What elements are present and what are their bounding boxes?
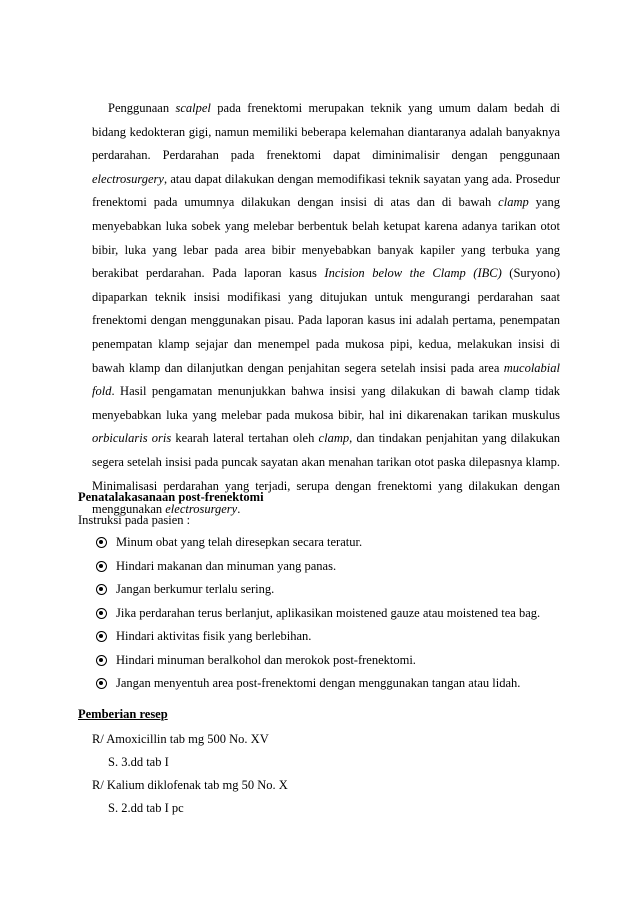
list-item-text: Minum obat yang telah diresepkan secara teratur.	[116, 535, 363, 549]
paragraph-segment: . Hasil pengamatan menunjukkan bahwa insisi yang dilakukan di bawah clamp tidak menyebabkan luka yang melebar pada mukosa bibir, hal ini dikarenakan tarikan muskulus	[92, 384, 560, 422]
list-item-text: Jangan menyentuh area post-frenektomi dengan menggunakan tangan atau lidah.	[116, 676, 521, 690]
paragraph-segment: kearah lateral tertahan oleh	[171, 431, 319, 446]
list-item	[96, 649, 596, 673]
body-paragraph	[92, 97, 560, 522]
section-heading-pemberian-resep: Pemberian resep	[78, 707, 168, 721]
circle-bullet-icon	[96, 561, 107, 572]
list-item	[96, 555, 596, 579]
circle-bullet-icon	[96, 584, 107, 595]
paragraph-segment-italic: electrosurgery	[165, 502, 238, 517]
prescription-signa-1: S. 3.dd tab I	[108, 755, 169, 769]
prescription-signa-2: S. 2.dd tab I pc	[108, 801, 184, 815]
list-item	[96, 602, 596, 626]
list-item	[96, 531, 596, 555]
paragraph-segment: pada frenektomi merupakan teknik yang umum dalam bedah di bidang kedokteran gigi, namun memiliki beberapa kelemahan diantaranya adalah banyaknya perdarahan. Perdarahan pada frenektomi dapat diminimalisir dengan penggunaan	[92, 101, 560, 163]
list-item	[96, 625, 596, 649]
list-item	[96, 578, 596, 602]
section-heading-post-frenektomi: Penatalakasanaan post-frenektomi	[78, 490, 264, 504]
paragraph-segment: (Suryono) dipaparkan teknik insisi modifikasi yang ditujukan untuk mengurangi perdarahan saat frenektomi dengan menggunakan pisau. Pada laporan kasus ini adalah pertama, penempatan penempatan klamp sejajar dan menempel pada mukosa pipi, kedua, melakukan insisi di bawah klamp dan dilanjutkan dengan penjahitan segera setelah insisi pada area	[92, 266, 560, 375]
paragraph-segment: yang menyebabkan luka sobek yang melebar berbentuk belah ketupat karena adanya tarikan otot bibir, luka yang lebar pada area bibir menyebabkan banyak kapiler yang terbuka yang berakibat perdarahan. Pada laporan kasus	[92, 195, 560, 281]
paragraph-segment: , dan tindakan penjahitan yang dilakukan segera setelah insisi pada puncak sayatan akan menahan tarikan otot paska dilepasnya klamp. Minimalisasi perdarahan yang terjadi, serupa dengan frenektomi yang dilakukan dengan menggunakan	[92, 431, 560, 517]
paragraph-segment-italic: mucolabial fold	[92, 360, 560, 399]
instruction-intro: Instruksi pada pasien :	[78, 513, 191, 527]
paragraph-segment: .	[237, 502, 241, 517]
list-item-text: Jangan berkumur terlalu sering.	[116, 582, 275, 596]
list-item	[96, 672, 596, 696]
prescription-line-2: R/ Kalium diklofenak tab mg 50 No. X	[92, 778, 288, 792]
paragraph-segment-italic: clamp	[318, 431, 350, 446]
paragraph-segment-italic: clamp	[498, 195, 529, 210]
circle-bullet-icon	[96, 655, 107, 666]
paragraph-segment-italic: orbicularis oris	[92, 431, 172, 446]
paragraph-segment-italic: electrosurgery	[92, 171, 164, 186]
list-item-text: Hindari minuman beralkohol dan merokok post-frenektomi.	[116, 652, 416, 667]
circle-bullet-icon	[96, 608, 107, 619]
paragraph-segment: Penggunaan	[108, 101, 176, 115]
instruction-list	[96, 531, 596, 696]
list-item-text: Jika perdarahan terus berlanjut, aplikasikan moistened gauze atau moistened tea bag.	[116, 605, 541, 620]
prescription-line-1: R/ Amoxicillin tab mg 500 No. XV	[92, 732, 269, 746]
paragraph-segment: , atau dapat dilakukan dengan memodifikasi teknik sayatan yang ada. Prosedur frenektomi pada umumnya dilakukan dengan insisi di atas dan di bawah	[92, 171, 560, 210]
circle-bullet-icon	[96, 678, 107, 689]
circle-bullet-icon	[96, 537, 107, 548]
paragraph-segment-italic: Incision below the Clamp (IBC)	[324, 266, 502, 281]
paragraph-segment-italic: scalpel	[175, 101, 211, 115]
list-item-text: Hindari aktivitas fisik yang berlebihan.	[116, 629, 312, 643]
circle-bullet-icon	[96, 631, 107, 642]
list-item-text: Hindari makanan dan minuman yang panas.	[116, 558, 337, 573]
